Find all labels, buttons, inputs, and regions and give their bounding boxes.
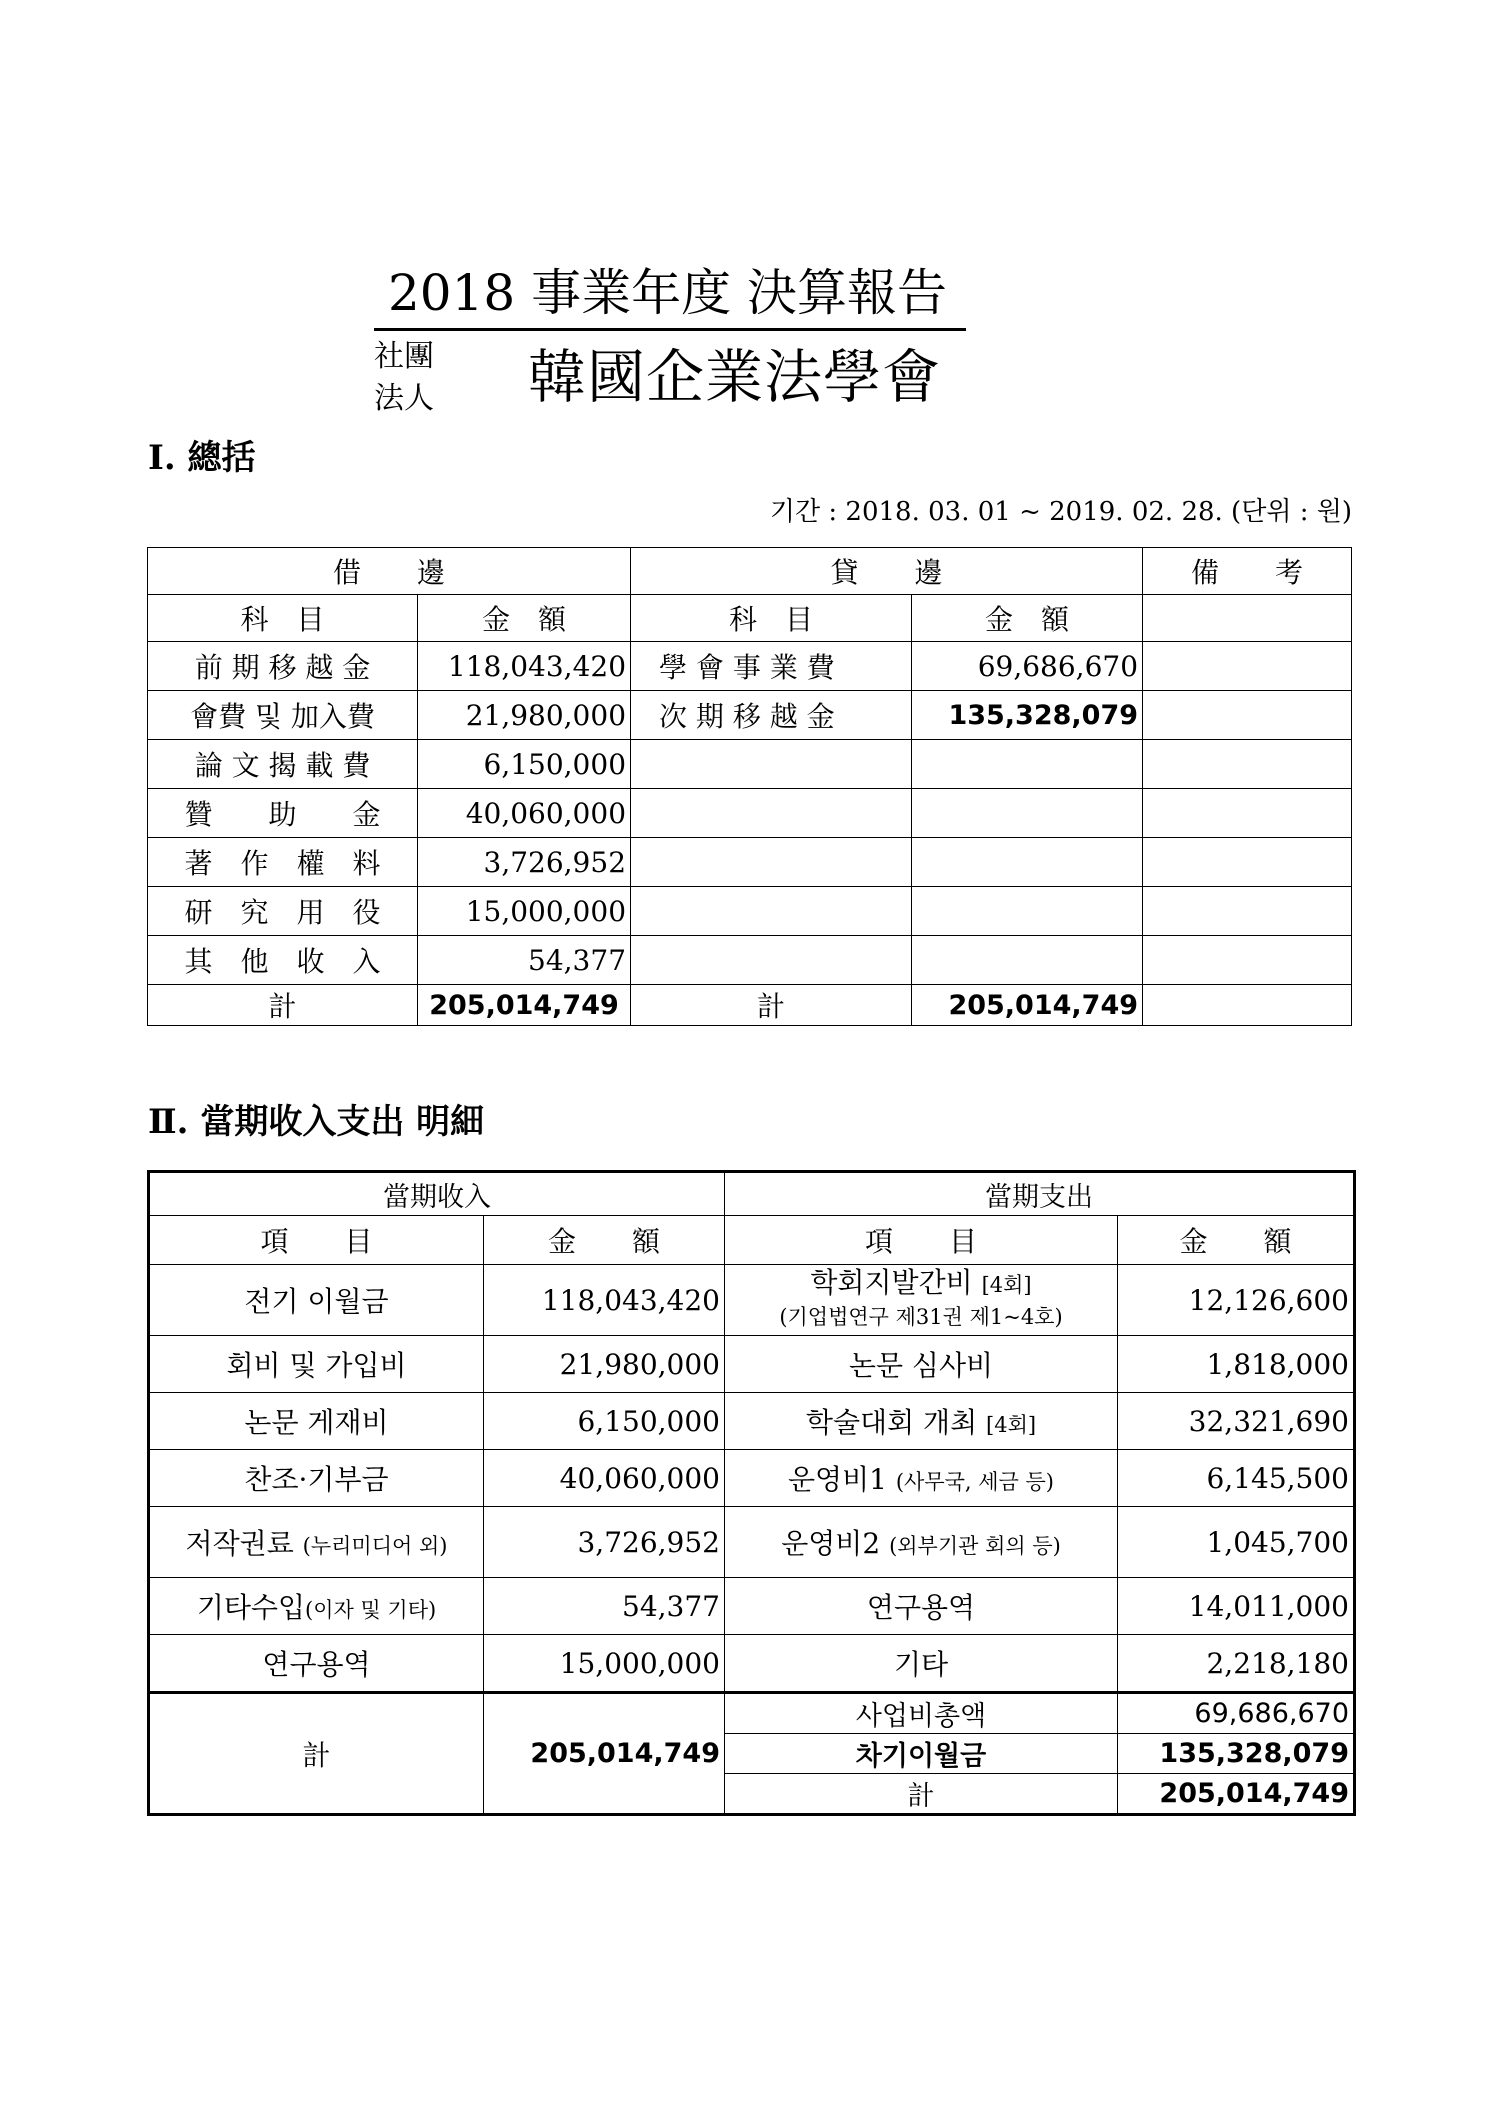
income-item-note: (누리미디어 외) bbox=[302, 1534, 448, 1558]
detail-header-row bbox=[149, 1172, 1355, 1216]
credit-amount bbox=[912, 838, 1143, 887]
credit-item-header: 科 目 bbox=[631, 595, 912, 642]
debit-item: 會費 및 加入費 bbox=[148, 691, 418, 740]
remarks-cell bbox=[1143, 595, 1352, 642]
income-item-label: 저작권료 bbox=[185, 1527, 294, 1560]
expense-header: 當期支出 bbox=[725, 1172, 1355, 1216]
expense-item-sub: (기업법연구 제31권 제1~4호) bbox=[779, 1305, 1063, 1329]
summary-table bbox=[147, 547, 1352, 1026]
credit-item bbox=[631, 789, 912, 838]
detail-total-row bbox=[149, 1693, 1355, 1734]
expense-item bbox=[725, 1393, 1118, 1450]
organization-name: 韓國企業法學會 bbox=[528, 343, 942, 411]
expense-amount: 6,145,500 bbox=[1118, 1450, 1355, 1507]
expense-item-note: [4회] bbox=[986, 1413, 1037, 1437]
expense-item bbox=[725, 1450, 1118, 1507]
expense-amount: 12,126,600 bbox=[1118, 1265, 1355, 1336]
credit-total-amount: 205,014,749 bbox=[912, 985, 1143, 1026]
table-row bbox=[149, 1450, 1355, 1507]
income-item-label: 논문 게재비 bbox=[244, 1406, 389, 1439]
income-item bbox=[149, 1578, 484, 1635]
debit-item: 著 作 權 料 bbox=[148, 838, 418, 887]
income-item bbox=[149, 1265, 484, 1336]
debit-total-amount: 205,014,749 bbox=[418, 985, 631, 1026]
remarks-cell bbox=[1143, 936, 1352, 985]
remarks-cell bbox=[1143, 691, 1352, 740]
credit-amount: 69,686,670 bbox=[912, 642, 1143, 691]
table-row bbox=[148, 789, 1352, 838]
credit-item: 次 期 移 越 金 bbox=[631, 691, 912, 740]
expense-total-amount: 135,328,079 bbox=[1118, 1734, 1355, 1774]
debit-amount: 3,726,952 bbox=[418, 838, 631, 887]
debit-amount: 40,060,000 bbox=[418, 789, 631, 838]
table-row bbox=[148, 887, 1352, 936]
credit-item: 學 會 事 業 費 bbox=[631, 642, 912, 691]
debit-item: 其 他 收 入 bbox=[148, 936, 418, 985]
table-row bbox=[149, 1336, 1355, 1393]
expense-total-amount: 69,686,670 bbox=[1118, 1693, 1355, 1734]
income-item-label: 연구용역 bbox=[262, 1648, 371, 1681]
credit-item bbox=[631, 838, 912, 887]
expense-total-label: 사업비총액 bbox=[725, 1693, 1118, 1734]
debit-item: 贊 助 金 bbox=[148, 789, 418, 838]
table-row bbox=[148, 642, 1352, 691]
debit-amount-header: 金 額 bbox=[418, 595, 631, 642]
expense-total-label: 차기이월금 bbox=[725, 1734, 1118, 1774]
income-item-header: 項 目 bbox=[149, 1216, 484, 1265]
expense-item-label: 논문 심사비 bbox=[848, 1349, 994, 1382]
expense-item bbox=[725, 1635, 1118, 1693]
income-item-label: 전기 이월금 bbox=[244, 1285, 389, 1318]
title-underline bbox=[374, 328, 966, 331]
document-title: 2018 事業年度 決算報告 bbox=[388, 264, 948, 322]
table-row bbox=[149, 1265, 1355, 1336]
expense-amount-header: 金 額 bbox=[1118, 1216, 1355, 1265]
expense-amount: 14,011,000 bbox=[1118, 1578, 1355, 1635]
debit-header: 借 邊 bbox=[148, 548, 631, 595]
income-amount: 3,726,952 bbox=[484, 1507, 725, 1578]
summary-subheader-row bbox=[148, 595, 1352, 642]
income-item-note: (이자 및 기타) bbox=[305, 1598, 437, 1622]
income-amount: 54,377 bbox=[484, 1578, 725, 1635]
expense-item-note: (사무국, 세금 등) bbox=[895, 1470, 1054, 1494]
table-row bbox=[148, 691, 1352, 740]
remarks-cell bbox=[1143, 985, 1352, 1026]
income-item bbox=[149, 1393, 484, 1450]
income-item-label: 회비 및 가입비 bbox=[226, 1349, 407, 1382]
table-row bbox=[148, 740, 1352, 789]
expense-item bbox=[725, 1336, 1118, 1393]
expense-total-label: 計 bbox=[725, 1774, 1118, 1815]
debit-item: 前 期 移 越 金 bbox=[148, 642, 418, 691]
expense-amount: 32,321,690 bbox=[1118, 1393, 1355, 1450]
debit-amount: 15,000,000 bbox=[418, 887, 631, 936]
credit-amount-header: 金 額 bbox=[912, 595, 1143, 642]
income-header: 當期收入 bbox=[149, 1172, 725, 1216]
debit-total-label: 計 bbox=[148, 985, 418, 1026]
summary-total-row bbox=[148, 985, 1352, 1026]
corporation-type bbox=[374, 336, 454, 420]
debit-amount: 118,043,420 bbox=[418, 642, 631, 691]
expense-item-header: 項 目 bbox=[725, 1216, 1118, 1265]
detail-table bbox=[147, 1170, 1356, 1816]
income-amount: 40,060,000 bbox=[484, 1450, 725, 1507]
remarks-cell bbox=[1143, 642, 1352, 691]
income-item bbox=[149, 1336, 484, 1393]
remarks-cell bbox=[1143, 789, 1352, 838]
income-amount: 118,043,420 bbox=[484, 1265, 725, 1336]
table-row bbox=[149, 1635, 1355, 1693]
remarks-cell bbox=[1143, 838, 1352, 887]
expense-item-label: 기타 bbox=[893, 1648, 949, 1681]
corp-type-line-1: 社團 bbox=[374, 339, 434, 374]
income-amount-header: 金 額 bbox=[484, 1216, 725, 1265]
credit-amount: 135,328,079 bbox=[912, 691, 1143, 740]
income-item-label: 기타수입 bbox=[196, 1591, 306, 1624]
expense-item-label: 연구용역 bbox=[866, 1591, 976, 1624]
table-row bbox=[149, 1393, 1355, 1450]
credit-total-label: 計 bbox=[631, 985, 912, 1026]
debit-item: 論 文 揭 載 費 bbox=[148, 740, 418, 789]
income-amount: 15,000,000 bbox=[484, 1635, 725, 1693]
expense-total-amount: 205,014,749 bbox=[1118, 1774, 1355, 1815]
expense-item-label: 운영비2 bbox=[781, 1527, 881, 1560]
credit-amount bbox=[912, 740, 1143, 789]
debit-item: 研 究 用 役 bbox=[148, 887, 418, 936]
credit-amount bbox=[912, 936, 1143, 985]
credit-item bbox=[631, 887, 912, 936]
income-total-amount: 205,014,749 bbox=[484, 1693, 725, 1815]
section-1-heading: Ⅰ. 總括 bbox=[148, 438, 256, 478]
credit-item bbox=[631, 936, 912, 985]
income-amount: 21,980,000 bbox=[484, 1336, 725, 1393]
debit-amount: 54,377 bbox=[418, 936, 631, 985]
remarks-cell bbox=[1143, 740, 1352, 789]
income-item bbox=[149, 1635, 484, 1693]
income-item bbox=[149, 1450, 484, 1507]
expense-item-label: 학회지발간비 bbox=[810, 1266, 973, 1299]
table-row bbox=[148, 838, 1352, 887]
remarks-cell bbox=[1143, 887, 1352, 936]
remarks-header: 備 考 bbox=[1143, 548, 1352, 595]
debit-amount: 21,980,000 bbox=[418, 691, 631, 740]
detail-subheader-row bbox=[149, 1216, 1355, 1265]
section-2-heading: Ⅱ. 當期收入支出 明細 bbox=[148, 1102, 485, 1142]
income-item-label: 찬조·기부금 bbox=[244, 1463, 389, 1496]
expense-item-note: [4회] bbox=[981, 1273, 1032, 1297]
credit-item bbox=[631, 740, 912, 789]
income-amount: 6,150,000 bbox=[484, 1393, 725, 1450]
expense-item-note: (외부기관 회의 등) bbox=[889, 1534, 1061, 1558]
period-note: 기간 : 2018. 03. 01 ~ 2019. 02. 28. (단위 : 원) bbox=[769, 497, 1352, 527]
expense-amount: 2,218,180 bbox=[1118, 1635, 1355, 1693]
debit-amount: 6,150,000 bbox=[418, 740, 631, 789]
credit-header: 貸 邊 bbox=[631, 548, 1143, 595]
debit-item-header: 科 目 bbox=[148, 595, 418, 642]
summary-header-row bbox=[148, 548, 1352, 595]
expense-item-label: 운영비1 bbox=[787, 1463, 887, 1496]
table-row bbox=[148, 936, 1352, 985]
expense-item bbox=[725, 1507, 1118, 1578]
credit-amount bbox=[912, 789, 1143, 838]
credit-amount bbox=[912, 887, 1143, 936]
expense-amount: 1,045,700 bbox=[1118, 1507, 1355, 1578]
expense-item bbox=[725, 1578, 1118, 1635]
table-row bbox=[149, 1578, 1355, 1635]
expense-item bbox=[725, 1265, 1118, 1336]
expense-item-label: 학술대회 개최 bbox=[805, 1406, 978, 1439]
table-row bbox=[149, 1507, 1355, 1578]
income-total-label: 計 bbox=[149, 1693, 484, 1815]
expense-amount: 1,818,000 bbox=[1118, 1336, 1355, 1393]
corp-type-line-2: 法人 bbox=[374, 381, 434, 416]
income-item bbox=[149, 1507, 484, 1578]
